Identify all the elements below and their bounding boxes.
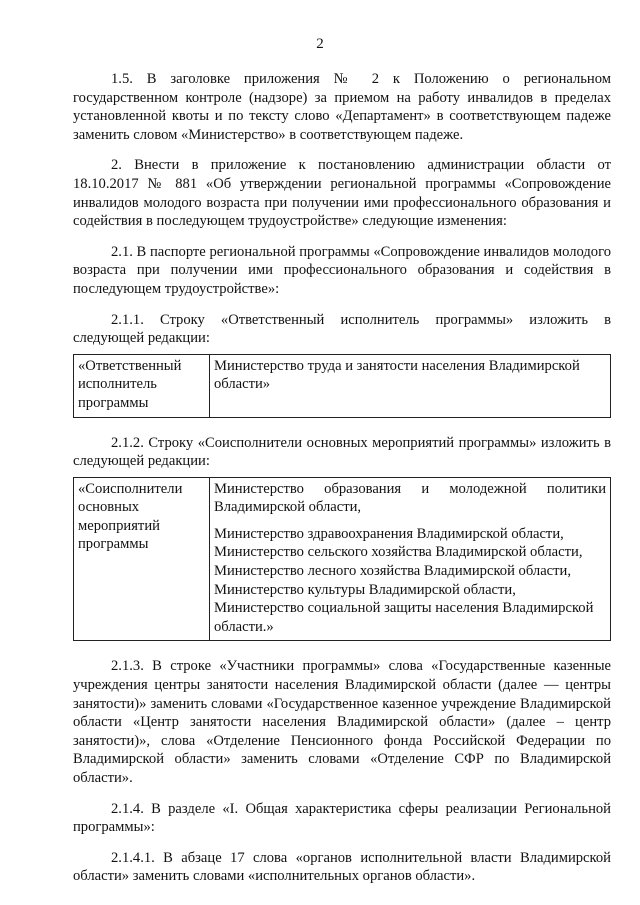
responsible-executor-table bbox=[73, 354, 611, 418]
table-row bbox=[74, 477, 611, 641]
paragraph-2: 2. Внести в приложение к постановлению администрации области от 18.10.2017 № 881 «Об утверждении региональной программы «Сопровождение инвалидов молодого возраста при получении ими профессионального образования и содействия в последующем трудоустройстве» следующие изменения: bbox=[73, 157, 611, 230]
co-executor-item: Министерство сельского хозяйства Владимирской области, bbox=[214, 544, 583, 561]
co-executors-table bbox=[73, 477, 611, 642]
table-label-cell: «Ответственный исполнитель программы bbox=[74, 354, 210, 417]
table-row bbox=[74, 354, 611, 417]
table-value-cell: Министерство труда и занятости населения Владимирской области» bbox=[210, 354, 611, 417]
paragraph-2-1-3: 2.1.3. В строке «Участники программы» слова «Государственные казенные учреждения центры занятости населения Владимирской области (далее — центры занятости)» заменить словами «Государственное казенное учреждение Владимирской области «Центр занятости населения Владимирской области» (далее – центр занятости)», слова «Отделение Пенсионного фонда Российской Федерации по Владимирской области» заменить словами «Отделение СФР по Владимирской области». bbox=[73, 658, 611, 786]
paragraph-1-5: 1.5. В заголовке приложения № 2 к Положению о региональном государственном контроле (надзоре) за приемом на работу инвалидов в пределах установленной квоты и по тексту слово «Департамент» в соответствующем падеже заменить словом «Министерство» в соответствующем падеже. bbox=[73, 71, 611, 143]
page-number: 2 bbox=[316, 36, 324, 52]
table-label-cell: «Соисполнители основных мероприятий программы bbox=[74, 477, 210, 641]
co-executor-item: Министерство лесного хозяйства Владимирской области, bbox=[214, 563, 571, 580]
co-executor-item: Министерство здравоохранения Владимирской области, bbox=[214, 525, 564, 542]
paragraph-2-1-2: 2.1.2. Строку «Соисполнители основных мероприятий программы» изложить в следующей редакции: bbox=[73, 434, 611, 470]
co-executor-item: Министерство социальной защиты населения Владимирской области.» bbox=[214, 600, 594, 635]
table-value-cell bbox=[210, 477, 611, 641]
co-executor-item: Министерство культуры Владимирской области, bbox=[214, 581, 516, 598]
paragraph-2-1-4-1: 2.1.4.1. В абзаце 17 слова «органов исполнительной власти Владимирской области» заменить словами «исполнительных органов области». bbox=[73, 849, 611, 885]
co-executor-item: Министерство образования и молодежной политики Владимирской области, bbox=[214, 480, 606, 516]
document-body bbox=[73, 70, 611, 898]
paragraph-2-1-4: 2.1.4. В разделе «I. Общая характеристика сферы реализации Региональной программы»: bbox=[73, 800, 611, 836]
paragraph-2-1: 2.1. В паспорте региональной программы «Сопровождение инвалидов молодого возраста при получении ими профессионального образования и содействия в последующем трудоустройстве»: bbox=[73, 243, 611, 297]
paragraph-2-1-1: 2.1.1. Строку «Ответственный исполнитель программы» изложить в следующей редакции: bbox=[73, 311, 611, 347]
